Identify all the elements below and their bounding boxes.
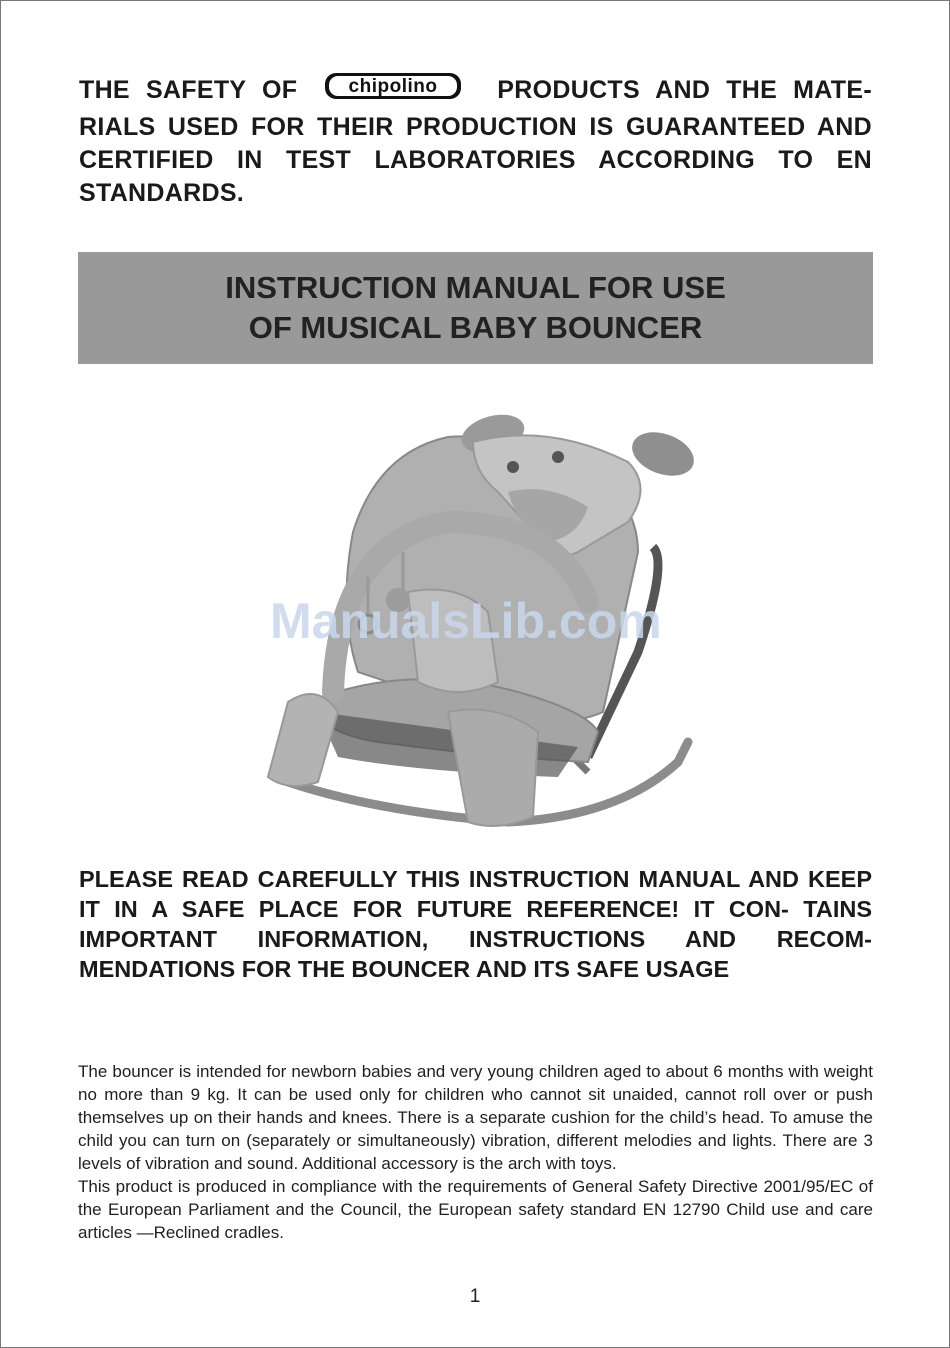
manual-title-line-1: INSTRUCTION MANUAL FOR USE	[225, 270, 726, 305]
chipolino-logo	[323, 70, 463, 111]
watermark: ManualsLib.com	[270, 593, 662, 649]
safety-statement-rest: PRODUCTS AND THE MATE- RIALS USED FOR THEIR PRODUCTION IS GUARANTEED AND CERTIFIED IN TEST LABORATORIES ACCORDING TO EN STANDARDS.	[79, 76, 872, 207]
description-paragraph-2: This product is produced in compliance with the requirements of General Safety Directive 2001/95/EC of the European Parliament and the Council, the European safety standard EN 12790 Child use and care articles —Reclined cradles.	[78, 1177, 873, 1242]
page-number: 1	[469, 1286, 481, 1307]
product-description	[78, 1060, 873, 1244]
manual-title-banner	[78, 252, 873, 364]
description-paragraph-1: The bouncer is intended for newborn babies and very young children aged to about 6 months with weight no more than 9 kg. It can be used only for children who cannot sit unaided, cannot roll over or push themselves up on their hands and knees. There is a separate cushion for the child’s head. To amuse the child you can turn on (separately or simultaneously) vibration, different melodies and lights. There are 3 levels of vibration and sound. Additional accessory is the arch with toys.	[78, 1062, 873, 1173]
safety-statement	[79, 70, 872, 210]
read-carefully-warning: PLEASE READ CAREFULLY THIS INSTRUCTION MANUAL AND KEEP IT IN A SAFE PLACE FOR FUTURE REFERENCE! IT CON- TAINS IMPORTANT INFORMATION, INSTRUCTIONS AND RECOM- MENDATIONS FOR THE BOUNCER AND ITS SAFE USAGE	[79, 866, 872, 982]
svg-text:chipolino: chipolino	[348, 76, 438, 97]
safety-statement-start: THE SAFETY OF	[79, 76, 298, 104]
manual-title-line-2: OF MUSICAL BABY BOUNCER	[248, 310, 703, 345]
